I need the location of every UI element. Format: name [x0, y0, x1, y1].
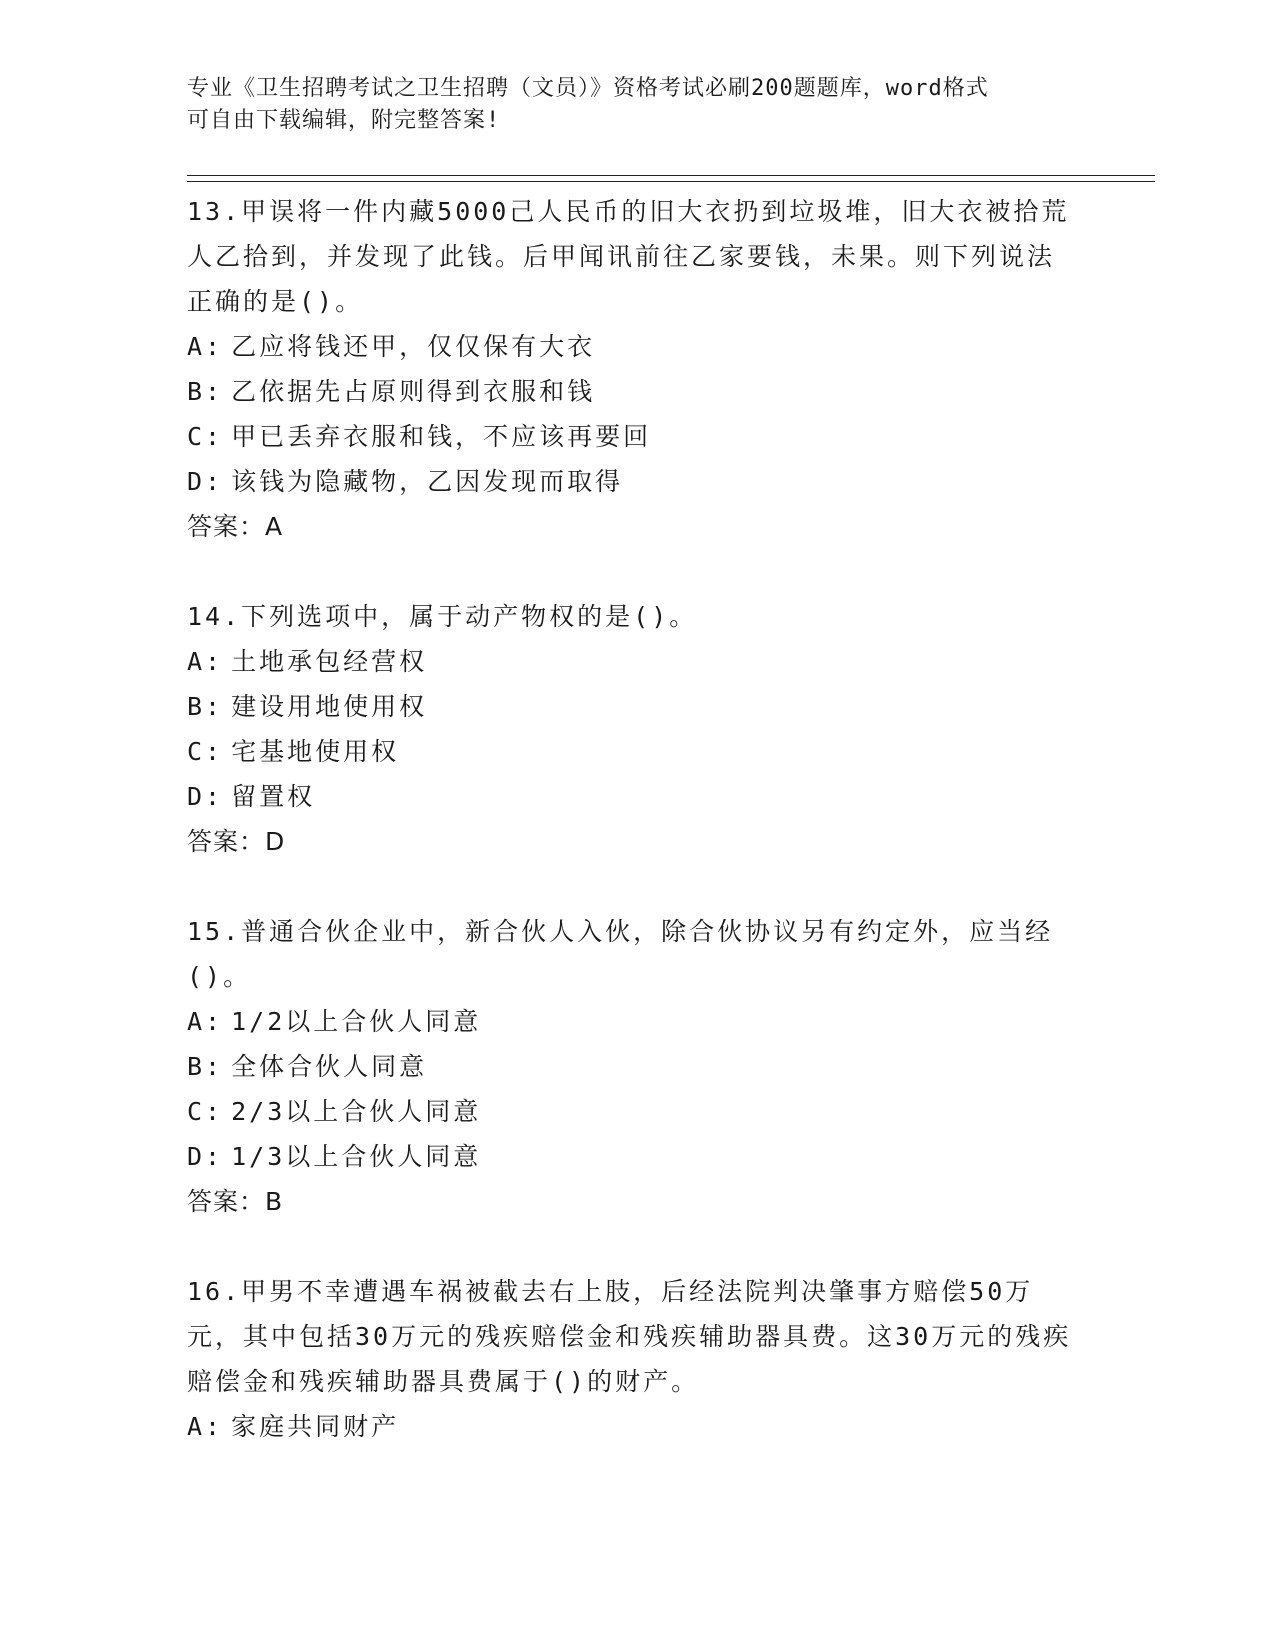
option-text: 1/2以上合伙人同意	[231, 1007, 482, 1036]
question-text: 13.甲误将一件内藏5000己人民币的旧大衣扔到垃圾堆，旧大衣被拾荒人乙拾到，并发现了此钱。后甲闻讯前往乙家要钱，未果。则下列说法正确的是()。	[187, 197, 1070, 316]
option-a	[187, 1404, 1087, 1449]
option-a	[187, 999, 1087, 1044]
option-text: 1/3以上合伙人同意	[231, 1142, 482, 1171]
answer-label: 答案：A	[187, 512, 284, 541]
option-b	[187, 684, 1087, 729]
option-c	[187, 1089, 1087, 1134]
option-key: C:	[187, 422, 224, 451]
question-list	[187, 189, 1087, 1493]
option-text: 宅基地使用权	[231, 737, 400, 766]
option-key: D:	[187, 1142, 224, 1171]
option-text: 全体合伙人同意	[231, 1052, 428, 1081]
option-text: 乙应将钱还甲，仅仅保有大衣	[231, 332, 596, 361]
option-text: 留置权	[231, 782, 316, 811]
option-text: 家庭共同财产	[231, 1412, 400, 1441]
option-d	[187, 1134, 1087, 1179]
header-line-2: 可自由下载编辑，附完整答案!	[187, 108, 501, 133]
option-key: D:	[187, 467, 224, 496]
option-text: 土地承包经营权	[231, 647, 428, 676]
header-divider-top	[187, 175, 1155, 176]
option-key: B:	[187, 377, 224, 406]
question-text: 15.普通合伙企业中，新合伙人入伙，除合伙协议另有约定外，应当经()。	[187, 917, 1054, 991]
option-key: A:	[187, 1007, 224, 1036]
option-a	[187, 324, 1087, 369]
question-14	[187, 594, 1087, 865]
document-header	[187, 73, 1067, 137]
question-13	[187, 189, 1087, 550]
option-b	[187, 369, 1087, 414]
option-key: D:	[187, 782, 224, 811]
option-key: B:	[187, 692, 224, 721]
option-key: A:	[187, 647, 224, 676]
header-divider-bottom	[187, 181, 1155, 182]
option-c	[187, 729, 1087, 774]
option-text: 2/3以上合伙人同意	[231, 1097, 482, 1126]
option-b	[187, 1044, 1087, 1089]
option-key: A:	[187, 332, 224, 361]
question-text: 14.下列选项中，属于动产物权的是()。	[187, 602, 698, 631]
header-line-1: 专业《卫生招聘考试之卫生招聘（文员）》资格考试必刷200题题库，word格式	[187, 76, 989, 101]
option-key: C:	[187, 737, 224, 766]
question-text: 16.甲男不幸遭遇车祸被截去右上肢，后经法院判决肇事方赔偿50万元，其中包括30万元的残疾赔偿金和残疾辅助器具费。这30万元的残疾赔偿金和残疾辅助器具费属于()的财产。	[187, 1277, 1072, 1396]
option-text: 建设用地使用权	[231, 692, 428, 721]
option-key: B:	[187, 1052, 224, 1081]
option-c	[187, 414, 1087, 459]
option-key: C:	[187, 1097, 224, 1126]
option-text: 甲已丢弃衣服和钱，不应该再要回	[231, 422, 652, 451]
option-text: 乙依据先占原则得到衣服和钱	[231, 377, 596, 406]
question-15	[187, 909, 1087, 1225]
answer-label: 答案：B	[187, 1187, 284, 1216]
option-text: 该钱为隐藏物，乙因发现而取得	[231, 467, 624, 496]
question-16	[187, 1269, 1087, 1449]
option-a	[187, 639, 1087, 684]
option-d	[187, 459, 1087, 504]
option-key: A:	[187, 1412, 224, 1441]
answer-label: 答案：D	[187, 827, 286, 856]
option-d	[187, 774, 1087, 819]
